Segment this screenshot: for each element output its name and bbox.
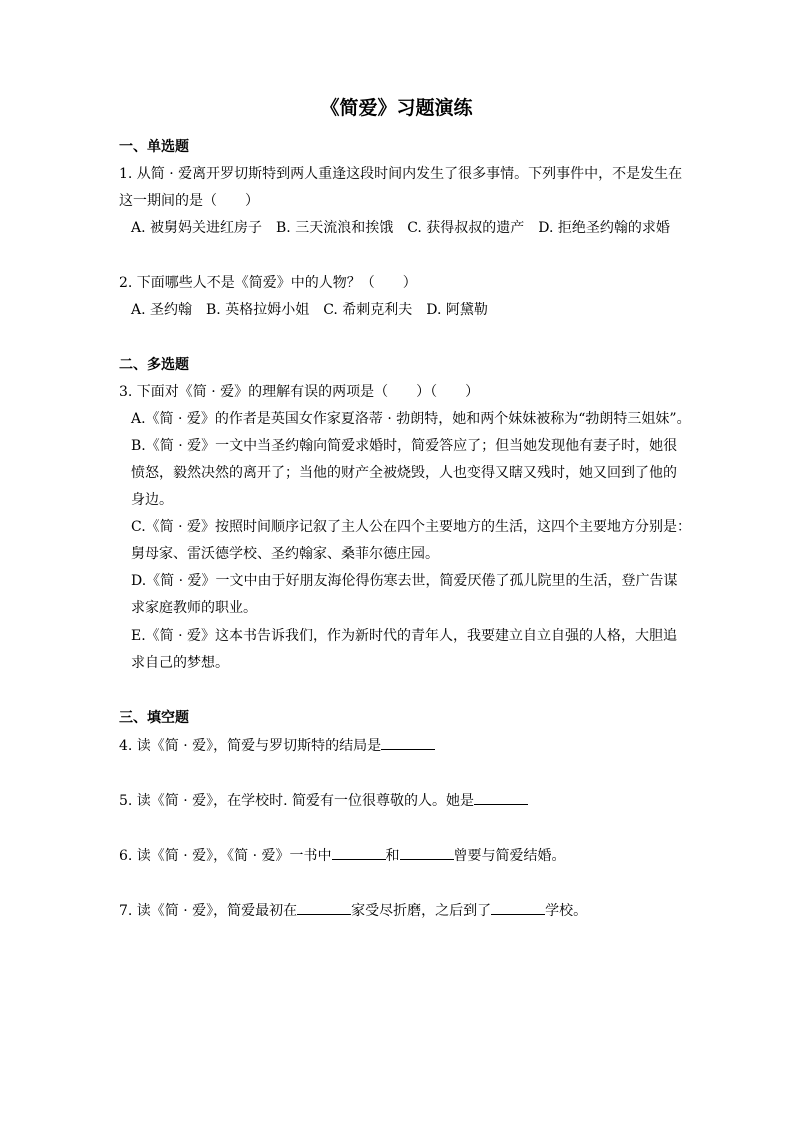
question-7 bbox=[119, 900, 587, 921]
question-3-option-e-line-2: 求自己的梦想。 bbox=[131, 655, 229, 671]
section-heading-fill-in: 三、填空题 bbox=[119, 710, 189, 726]
question-3-option-a: A.《简 · 爱》的作者是英国女作家夏洛蒂 · 勃朗特，她和两个妹妹被称为“勃朗特三姐妹”。 bbox=[131, 411, 691, 427]
answer-blank bbox=[381, 735, 435, 750]
question-4 bbox=[119, 735, 435, 756]
answer-blank bbox=[297, 900, 351, 915]
document-title: 《简爱》习题演练 bbox=[320, 97, 473, 119]
question-5 bbox=[119, 790, 528, 811]
question-3-option-c-line-1: C.《简 · 爱》按照时间顺序记叙了主人公在四个主要地方的生活，这四个主要地方分别是： bbox=[131, 519, 692, 535]
question-6 bbox=[119, 845, 566, 866]
question-4-text: 4. 读《简 · 爱》，简爱与罗切斯特的结局是 bbox=[119, 738, 382, 754]
question-6-text-part-2: 和 bbox=[385, 848, 400, 864]
section-heading-multi-choice: 二、多选题 bbox=[119, 357, 189, 373]
question-3-option-b-line-1: B.《简 · 爱》一文中当圣约翰向简爱求婚时，简爱答应了；但当她发现他有妻子时，她很 bbox=[131, 438, 678, 454]
question-7-text-part-2: 家受尽折磨，之后到了 bbox=[351, 903, 492, 919]
question-3-option-b-line-2: 愤怒，毅然决然的离开了；当他的财产全被烧毁，人也变得又瞎又残时，她又回到了他的 bbox=[131, 465, 677, 481]
question-3-option-b-line-3: 身边。 bbox=[131, 492, 173, 508]
question-3-option-c-line-2: 舅母家、雷沃德学校、圣约翰家、桑菲尔德庄园。 bbox=[131, 546, 439, 562]
answer-blank bbox=[332, 845, 386, 860]
answer-blank bbox=[491, 900, 545, 915]
question-2-line-1: 2. 下面哪些人不是《简爱》中的人物？（ ） bbox=[119, 275, 417, 291]
section-heading-single-choice: 一、单选题 bbox=[119, 139, 189, 155]
question-1-line-2: 这一期间的是（ ） bbox=[119, 193, 259, 209]
question-5-text: 5. 读《简 · 爱》，在学校时. 简爱有一位很尊敬的人。她是 bbox=[119, 793, 475, 809]
answer-blank bbox=[474, 790, 528, 805]
question-6-text-part-3: 曾要与简爱结婚。 bbox=[453, 848, 566, 864]
question-7-text-part-3: 学校。 bbox=[545, 903, 588, 919]
question-2-options: A. 圣约翰 B. 英格拉姆小姐 C. 希刺克利夫 D. 阿黛勒 bbox=[131, 302, 488, 318]
question-3-line-1: 3. 下面对《简 · 爱》的理解有误的两项是（ ）（ ） bbox=[119, 384, 480, 400]
question-6-text-part-1: 6. 读《简 · 爱》，《简 · 爱》一书中 bbox=[119, 848, 332, 864]
question-1-line-1: 1. 从简 · 爱离开罗切斯特到两人重逢这段时间内发生了很多事情。下列事件中，不是发生在 bbox=[119, 166, 683, 182]
question-1-options: A. 被舅妈关进红房子 B. 三天流浪和挨饿 C. 获得叔叔的遗产 D. 拒绝圣约翰的求婚 bbox=[131, 220, 670, 236]
question-3-option-d-line-1: D.《简 · 爱》一文中由于好朋友海伦得伤寒去世，简爱厌倦了孤儿院里的生活，登广告谋 bbox=[131, 573, 678, 589]
question-3-option-d-line-2: 求家庭教师的职业。 bbox=[131, 600, 257, 616]
answer-blank bbox=[400, 845, 454, 860]
question-3-option-e-line-1: E.《简 · 爱》这本书告诉我们，作为新时代的青年人，我要建立自立自强的人格，大胆追 bbox=[131, 628, 678, 644]
question-7-text-part-1: 7. 读《简 · 爱》，简爱最初在 bbox=[119, 903, 298, 919]
